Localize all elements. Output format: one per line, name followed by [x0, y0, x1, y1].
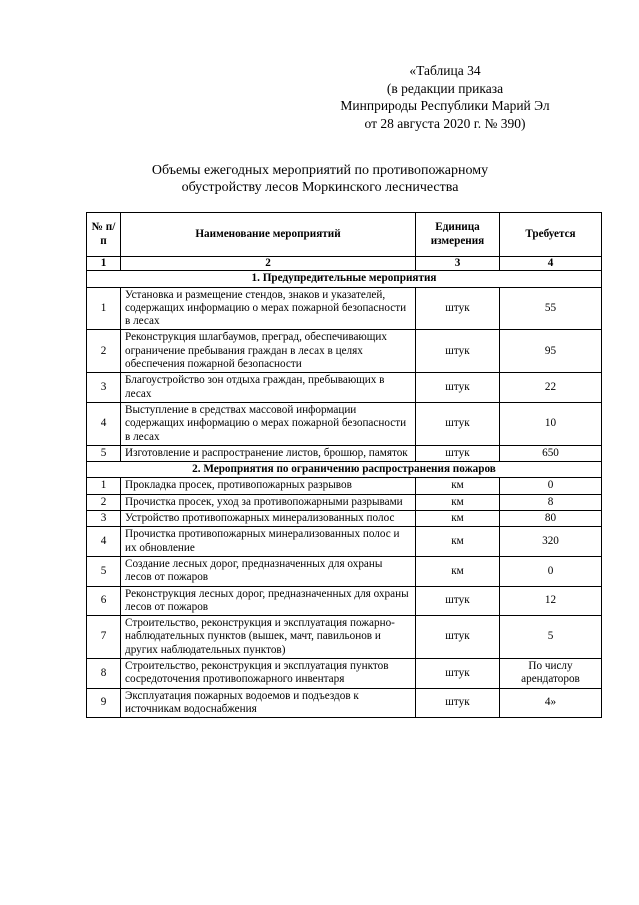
- section-title: 2. Мероприятия по ограничению распространения пожаров: [87, 462, 602, 478]
- table-row: [87, 494, 602, 510]
- row-number: 1: [87, 478, 121, 494]
- measure-value: 22: [500, 373, 602, 403]
- measure-value: 95: [500, 330, 602, 373]
- table-header-row: [87, 213, 602, 257]
- measure-name: Строительство, реконструкция и эксплуатация пунктов сосредоточения противопожарного инвентаря: [121, 659, 416, 689]
- column-number: 2: [121, 257, 416, 271]
- measure-unit: км: [416, 478, 500, 494]
- row-number: 5: [87, 445, 121, 461]
- measure-value: 80: [500, 511, 602, 527]
- measure-value: По числу арендаторов: [500, 659, 602, 689]
- table-row: [87, 511, 602, 527]
- measure-value: 650: [500, 445, 602, 461]
- row-number: 7: [87, 616, 121, 659]
- measure-value: 5: [500, 616, 602, 659]
- header-name: Наименование мероприятий: [121, 213, 416, 257]
- measure-unit: штук: [416, 659, 500, 689]
- table-row: [87, 659, 602, 689]
- table-row: [87, 556, 602, 586]
- measure-name: Выступление в средствах массовой информации содержащих информацию о мерах пожарной безопасности в лесах: [121, 402, 416, 445]
- section-row: [87, 271, 602, 287]
- table-row: [87, 330, 602, 373]
- measure-name: Эксплуатация пожарных водоемов и подъездов к источникам водоснабжения: [121, 688, 416, 718]
- table-row: [87, 478, 602, 494]
- measures-table: [86, 212, 602, 718]
- measure-unit: штук: [416, 330, 500, 373]
- section-title: 1. Предупредительные мероприятия: [87, 271, 602, 287]
- row-number: 3: [87, 373, 121, 403]
- measure-value: 0: [500, 478, 602, 494]
- header-line-4: от 28 августа 2020 г. № 390): [364, 115, 526, 131]
- amendment-header: [330, 62, 560, 132]
- title-line-1: Объемы ежегодных мероприятий по противопожарному: [151, 163, 489, 178]
- measure-unit: штук: [416, 287, 500, 330]
- row-number: 8: [87, 659, 121, 689]
- row-number: 4: [87, 402, 121, 445]
- header-line-1: «Таблица 34: [409, 63, 481, 78]
- measure-unit: штук: [416, 586, 500, 616]
- measure-value: 12: [500, 586, 602, 616]
- header-line-2: (в редакции приказа: [386, 80, 504, 96]
- measure-value: 0: [500, 556, 602, 586]
- document-title: [100, 162, 540, 196]
- table-row: [87, 688, 602, 718]
- table-row: [87, 402, 602, 445]
- measure-unit: штук: [416, 445, 500, 461]
- row-number: 3: [87, 511, 121, 527]
- header-unit: Единица измерения: [416, 213, 500, 257]
- measure-name: Изготовление и распространение листов, брошюр, памяток: [121, 445, 416, 461]
- header-required: Требуется: [500, 213, 602, 257]
- measure-unit: км: [416, 527, 500, 557]
- table-row: [87, 616, 602, 659]
- measure-unit: км: [416, 556, 500, 586]
- column-number: 1: [87, 257, 121, 271]
- header-num: № п/п: [87, 213, 121, 257]
- measure-value: 320: [500, 527, 602, 557]
- row-number: 6: [87, 586, 121, 616]
- column-number: 3: [416, 257, 500, 271]
- measure-unit: штук: [416, 616, 500, 659]
- title-line-2: обустройству лесов Моркинского лесничества: [181, 180, 459, 195]
- measure-name: Благоустройство зон отдыха граждан, пребывающих в лесах: [121, 373, 416, 403]
- measure-unit: штук: [416, 402, 500, 445]
- table-row: [87, 586, 602, 616]
- measure-name: Реконструкция лесных дорог, предназначенных для охраны лесов от пожаров: [121, 586, 416, 616]
- column-numbers-row: [87, 257, 602, 271]
- row-number: 2: [87, 330, 121, 373]
- row-number: 4: [87, 527, 121, 557]
- row-number: 1: [87, 287, 121, 330]
- measure-name: Устройство противопожарных минерализованных полос: [121, 511, 416, 527]
- measure-name: Установка и размещение стендов, знаков и указателей, содержащих информацию о мерах пожарной безопасности в лесах: [121, 287, 416, 330]
- table-row: [87, 373, 602, 403]
- measure-value: 10: [500, 402, 602, 445]
- measure-unit: штук: [416, 688, 500, 718]
- header-line-3: Минприроды Республики Марий Эл: [340, 98, 550, 113]
- measure-value: 4»: [500, 688, 602, 718]
- section-row: [87, 462, 602, 478]
- measure-value: 8: [500, 494, 602, 510]
- row-number: 9: [87, 688, 121, 718]
- row-number: 2: [87, 494, 121, 510]
- row-number: 5: [87, 556, 121, 586]
- measure-name: Реконструкция шлагбаумов, преград, обеспечивающих ограничение пребывания граждан в лесах в целях обеспечения пожарной безопасности: [121, 330, 416, 373]
- table-row: [87, 445, 602, 461]
- column-number: 4: [500, 257, 602, 271]
- measure-name: Прокладка просек, противопожарных разрывов: [121, 478, 416, 494]
- measure-value: 55: [500, 287, 602, 330]
- measure-name: Прочистка противопожарных минерализованных полос и их обновление: [121, 527, 416, 557]
- measure-name: Прочистка просек, уход за противопожарными разрывами: [121, 494, 416, 510]
- measure-unit: км: [416, 494, 500, 510]
- measure-unit: штук: [416, 373, 500, 403]
- table-row: [87, 287, 602, 330]
- measure-name: Создание лесных дорог, предназначенных для охраны лесов от пожаров: [121, 556, 416, 586]
- measure-name: Строительство, реконструкция и эксплуатация пожарно-наблюдательных пунктов (вышек, мачт, павильонов и других наблюдательных пунктов): [121, 616, 416, 659]
- measure-unit: км: [416, 511, 500, 527]
- table-row: [87, 527, 602, 557]
